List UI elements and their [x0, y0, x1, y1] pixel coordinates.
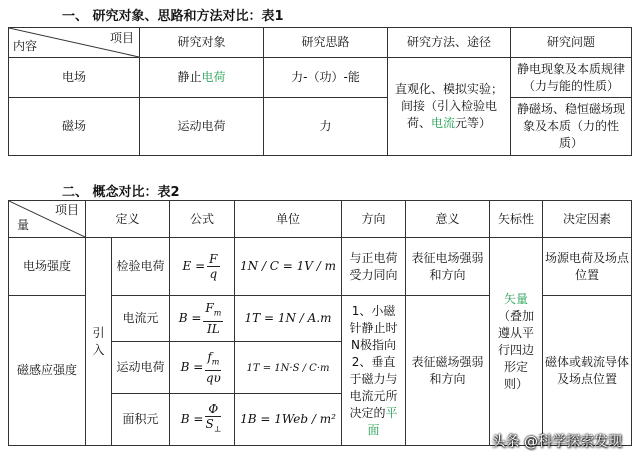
header-vector-scalar: 矢标性	[490, 201, 543, 238]
corner-label-item: 项目	[109, 31, 134, 45]
quantity-electric-field-strength: 电场强度	[9, 238, 86, 296]
electric-research-object: 静止电荷	[140, 58, 264, 98]
comparison-table-1	[8, 27, 632, 156]
corner-label-content: 内容	[13, 39, 38, 53]
unit-magnetic-current-element: 1T = 1N / A.m	[235, 296, 342, 342]
magnetic-research-problem: 静磁场、稳恒磁场现象及本质（力的性质）	[511, 98, 632, 156]
header-definition: 定义	[86, 201, 170, 238]
quantity-magnetic-induction: 磁感应强度	[9, 296, 86, 446]
meaning-electric-field: 表征电场强弱和方向	[406, 238, 490, 296]
definition-current-element: 电流元	[112, 296, 170, 342]
header-research-problem: 研究问题	[511, 28, 632, 58]
unit-magnetic-moving-charge: 1T = 1N·S / C·m	[235, 342, 342, 394]
unit-magnetic-flux: 1B = 1Web / m²	[235, 394, 342, 446]
formula-magnetic-current-element: B = $\frac{F_m}{IL}$	[170, 296, 235, 342]
watermark: 头条 @科学探索发现	[491, 434, 622, 450]
unit-electric-field: 1N / C = 1V / m	[235, 238, 342, 296]
table2-corner-header	[9, 201, 86, 238]
header-formula: 公式	[170, 201, 235, 238]
research-method-cell: 直观化、模拟实验；间接（引入检验电荷、电流元等）	[388, 58, 511, 156]
section1-title: 一、 研究对象、思路和方法对比：表1	[62, 9, 284, 24]
corner-label-quantity: 量	[17, 218, 30, 232]
formula-magnetic-moving-charge: B = $\frac{f_m}{q\upsilon}$	[170, 342, 235, 394]
section2-title: 二、 概念对比：表2	[62, 185, 180, 200]
definition-area-element: 面积元	[112, 394, 170, 446]
definition-test-charge: 检验电荷	[112, 238, 170, 296]
factor-electric-field: 场源电荷及场点位置	[543, 238, 632, 296]
intro-label: 引入	[86, 238, 112, 446]
corner-label-item-2: 项目	[54, 203, 79, 217]
row-label-magnetic-field: 磁场	[9, 98, 140, 156]
header-unit: 单位	[235, 201, 342, 238]
comparison-table-2	[8, 200, 632, 446]
formula-electric-field: E = $\frac{F}{q}$	[170, 238, 235, 296]
vector-scalar-cell: 矢量 （叠加遵从平行四边形定则）	[490, 238, 543, 446]
header-research-method: 研究方法、途径	[388, 28, 511, 58]
direction-magnetic-field: 1、小磁针静止时N极指向 2、垂直于磁力与电流元所决定的平面	[342, 296, 406, 446]
meaning-magnetic-field: 表征磁场强弱和方向	[406, 297, 490, 446]
electric-research-idea: 力-（功）-能	[264, 58, 388, 98]
direction-electric-field: 与正电荷受力同向	[342, 238, 406, 296]
header-research-idea: 研究思路	[264, 28, 388, 58]
magnetic-research-object: 运动电荷	[140, 98, 264, 156]
factor-magnetic-field: 磁体或载流导体及场点位置	[543, 297, 632, 446]
header-direction: 方向	[342, 201, 406, 238]
row-label-electric-field: 电场	[9, 58, 140, 98]
header-meaning: 意义	[406, 201, 490, 238]
electric-research-problem: 静电现象及本质规律（力与能的性质）	[511, 58, 632, 98]
formula-magnetic-flux: B = $\frac{\Phi}{S_\perp}$	[170, 394, 235, 446]
table1-corner-header	[9, 28, 140, 58]
magnetic-research-idea: 力	[264, 98, 388, 156]
header-determining-factors: 决定因素	[543, 201, 632, 238]
definition-moving-charge: 运动电荷	[112, 342, 170, 394]
header-research-object: 研究对象	[140, 28, 264, 58]
